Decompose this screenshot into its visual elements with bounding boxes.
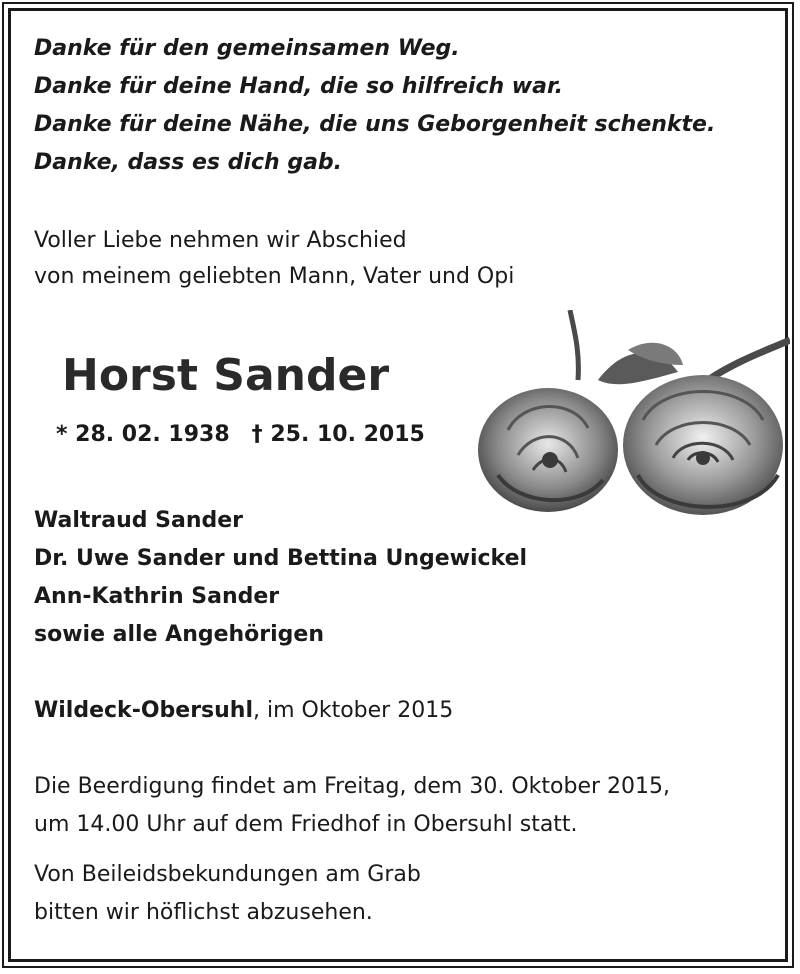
funeral-line-2: um 14.00 Uhr auf dem Friedhof in Obersuhl statt. <box>34 812 578 837</box>
poem-line-4: Danke, dass es dich gab. <box>34 150 343 175</box>
date: , im Oktober 2015 <box>253 698 454 723</box>
condolence-line-1: Von Beileidsbekundungen am Grab <box>34 862 421 887</box>
life-dates <box>56 422 425 447</box>
poem-line-1: Danke für den gemeinsamen Weg. <box>34 36 460 61</box>
mourner-4: sowie alle Angehörigen <box>34 622 325 647</box>
rose-stem-left <box>570 310 578 380</box>
death-date: † 25. 10. 2015 <box>251 422 425 447</box>
roses-illustration <box>478 310 790 532</box>
mourner-1: Waltraud Sander <box>34 508 244 533</box>
deceased-name: Horst Sander <box>62 350 390 401</box>
place: Wildeck-Obersuhl <box>34 698 254 723</box>
intro-line-2: von meinem geliebten Mann, Vater und Opi <box>34 264 515 289</box>
mourner-3: Ann-Kathrin Sander <box>34 584 280 609</box>
place-date <box>34 696 453 726</box>
mourner-2: Dr. Uwe Sander und Bettina Ungewickel <box>34 546 528 571</box>
birth-date: * 28. 02. 1938 <box>56 422 230 447</box>
rose-stem-right <box>708 340 790 380</box>
rose-left <box>478 388 618 512</box>
rose-right <box>623 375 783 515</box>
condolence-line-2: bitten wir höflichst abzusehen. <box>34 900 373 925</box>
intro-line-1: Voller Liebe nehmen wir Abschied <box>34 228 407 253</box>
poem-line-2: Danke für deine Hand, die so hilfreich war. <box>34 74 564 99</box>
poem-line-3: Danke für deine Nähe, die uns Geborgenheit schenkte. <box>34 112 716 137</box>
funeral-line-1: Die Beerdigung findet am Freitag, dem 30. Oktober 2015, <box>34 774 671 799</box>
